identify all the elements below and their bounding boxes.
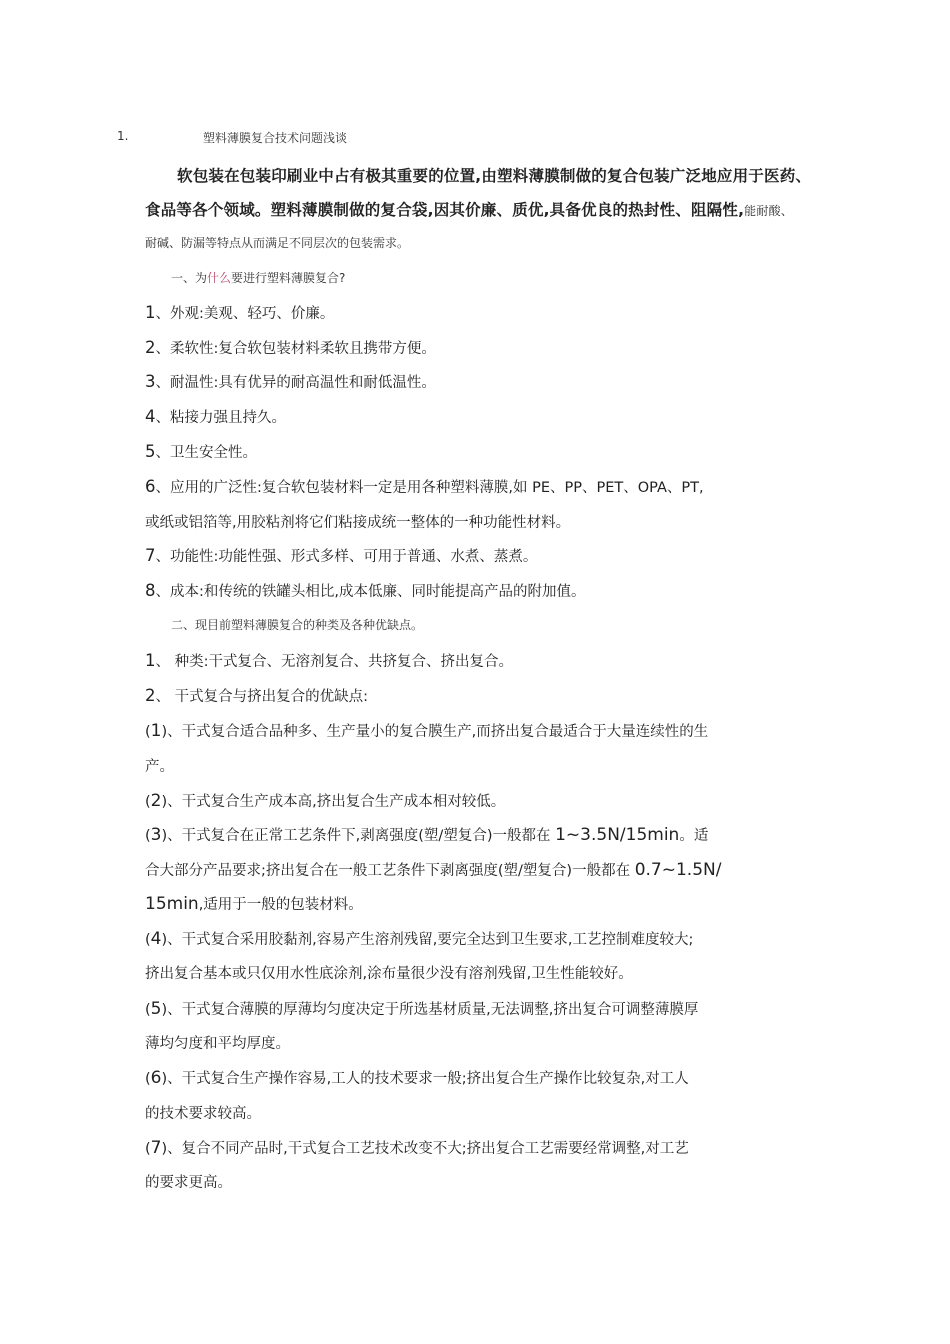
item-number: 7 (145, 546, 156, 565)
paren: ( (145, 1141, 151, 1157)
item-text: 、粘接力强且持久。 (155, 410, 286, 426)
paren: ( (145, 1002, 151, 1018)
section1-title (171, 269, 345, 286)
intro-line-2 (145, 198, 793, 220)
point-3-line-3 (145, 893, 363, 914)
point-4-line-1 (145, 928, 693, 949)
intro-line-2-small: 能耐酸、 (744, 204, 793, 218)
point-6-line-2: 的技术要求较高。 (145, 1106, 261, 1122)
point-6-line-1 (145, 1067, 689, 1088)
paren: ) (161, 1141, 168, 1157)
item-text: 、 干式复合与挤出复合的优缺点: (155, 689, 368, 705)
point-7-line-2: 的要求更高。 (145, 1175, 232, 1191)
list-item (145, 545, 537, 566)
list-item (145, 371, 436, 392)
list-item (145, 337, 436, 358)
item-number: 3 (145, 372, 156, 391)
list-item (145, 476, 704, 497)
item-number: 6 (145, 477, 156, 496)
paren: ( (145, 932, 151, 948)
paren: ) (161, 1002, 168, 1018)
point-text: 、干式复合生产成本高,挤出复合生产成本相对较低。 (167, 794, 506, 810)
list-item (145, 302, 334, 323)
item-text: 、 种类:干式复合、无溶剂复合、共挤复合、挤出复合。 (155, 654, 513, 670)
paren: ) (161, 724, 168, 740)
point-text: 、干式复合生产操作容易,工人的技术要求一般;挤出复合生产操作比较复杂,对工人 (167, 1071, 689, 1087)
list-item-continuation (145, 511, 570, 532)
item-number: 1 (145, 651, 156, 670)
point-number: 2 (150, 791, 162, 811)
section1-title-a: 一、为 (171, 271, 208, 285)
point-number: 1 (150, 721, 162, 741)
item-text: 、应用的广泛性:复合软包装材料一定是用各种塑料薄膜,如 PE、PP、PET、OPA、PT, (155, 480, 704, 496)
point-text: 、复合不同产品时,干式复合工艺技术改变不大;挤出复合工艺需要经常调整,对工艺 (167, 1141, 689, 1157)
point-number: 4 (150, 929, 162, 949)
peel-strength-value: 0.7~1.5N/ (634, 860, 722, 880)
paren: ( (145, 724, 151, 740)
paren: ( (145, 794, 151, 810)
item-number: 5 (145, 442, 156, 461)
item-number: 2 (145, 686, 156, 705)
point-7-line-1 (145, 1137, 689, 1158)
point-number: 3 (150, 825, 162, 845)
heading-number: 1. (117, 129, 129, 143)
point-1-line-2: 产。 (145, 759, 174, 775)
point-3-line-2 (145, 859, 721, 880)
list-item (145, 580, 586, 601)
peel-strength-unit: 15min (145, 894, 199, 914)
peel-strength-value: 1~3.5N/15min (555, 825, 680, 845)
intro-line-3: 耐碱、防漏等特点从而满足不同层次的包装需求。 (145, 236, 410, 250)
paren: ) (161, 1071, 168, 1087)
point-text: 合大部分产品要求;挤出复合在一般工艺条件下剥离强度(塑/塑复合)一般都在 (145, 863, 635, 879)
item-text: 、耐温性:具有优异的耐高温性和耐低温性。 (155, 375, 436, 391)
point-number: 6 (150, 1068, 162, 1088)
item-text: 、外观:美观、轻巧、价廉。 (155, 306, 335, 322)
list-item (145, 441, 257, 462)
item-text: 、柔软性:复合软包装材料柔软且携带方便。 (155, 341, 436, 357)
intro-line-2-text: 食品等各个领域。塑料薄膜制做的复合袋,因其价廉、质优,具备优良的热封性、阻隔性, (145, 201, 745, 219)
point-text: 。适 (679, 828, 709, 844)
item-text: 、成本:和传统的铁罐头相比,成本低廉、同时能提高产品的附加值。 (155, 584, 586, 600)
paren: ( (145, 828, 151, 844)
point-text: 、干式复合薄膜的厚薄均匀度决定于所选基材质量,无法调整,挤出复合可调整薄膜厚 (167, 1002, 699, 1018)
types-line (145, 650, 513, 671)
heading-title: 塑料薄膜复合技术问题浅谈 (203, 131, 348, 145)
paren: ) (161, 932, 168, 948)
paren: ) (161, 794, 168, 810)
section2-title: 二、现目前塑料薄膜复合的种类及各种优缺点。 (171, 618, 424, 632)
item-text: 或纸或铝箔等,用胶粘剂将它们粘接成统一整体的一种功能性材料。 (145, 515, 571, 531)
point-text: ,适用于一般的包装材料。 (198, 897, 363, 913)
point-5-line-1 (145, 998, 698, 1019)
section1-title-highlight: 什么 (207, 271, 232, 285)
point-text: 、干式复合采用胶黏剂,容易产生溶剂残留,要完全达到卫生要求,工艺控制难度较大; (167, 932, 694, 948)
item-number: 2 (145, 338, 156, 357)
item-number: 4 (145, 407, 156, 426)
point-1-line-1 (145, 720, 708, 741)
item-number: 1 (145, 303, 156, 322)
section1-title-b: 要进行塑料薄膜复合? (231, 271, 346, 285)
item-text: 、卫生安全性。 (155, 445, 257, 461)
point-text: 、干式复合在正常工艺条件下,剥离强度(塑/塑复合)一般都在 (167, 828, 556, 844)
paren: ) (161, 828, 168, 844)
paren: ( (145, 1071, 151, 1087)
list-item (145, 406, 286, 427)
intro-line-1: 软包装在包装印刷业中占有极其重要的位置,由塑料薄膜制做的复合包装广泛地应用于医药、 (177, 167, 812, 185)
item-number: 8 (145, 581, 156, 600)
point-3-line-1 (145, 824, 708, 845)
point-5-line-2: 薄均匀度和平均厚度。 (145, 1036, 290, 1052)
point-2-line-1 (145, 790, 505, 811)
compare-line (145, 685, 368, 706)
point-number: 7 (150, 1138, 162, 1158)
point-text: 、干式复合适合品种多、生产量小的复合膜生产,而挤出复合最适合于大量连续性的生 (167, 724, 709, 740)
point-number: 5 (150, 999, 162, 1019)
item-text: 、功能性:功能性强、形式多样、可用于普通、水煮、蒸煮。 (155, 549, 538, 565)
point-4-line-2: 挤出复合基本或只仅用水性底涂剂,涂布量很少没有溶剂残留,卫生性能较好。 (145, 966, 633, 982)
